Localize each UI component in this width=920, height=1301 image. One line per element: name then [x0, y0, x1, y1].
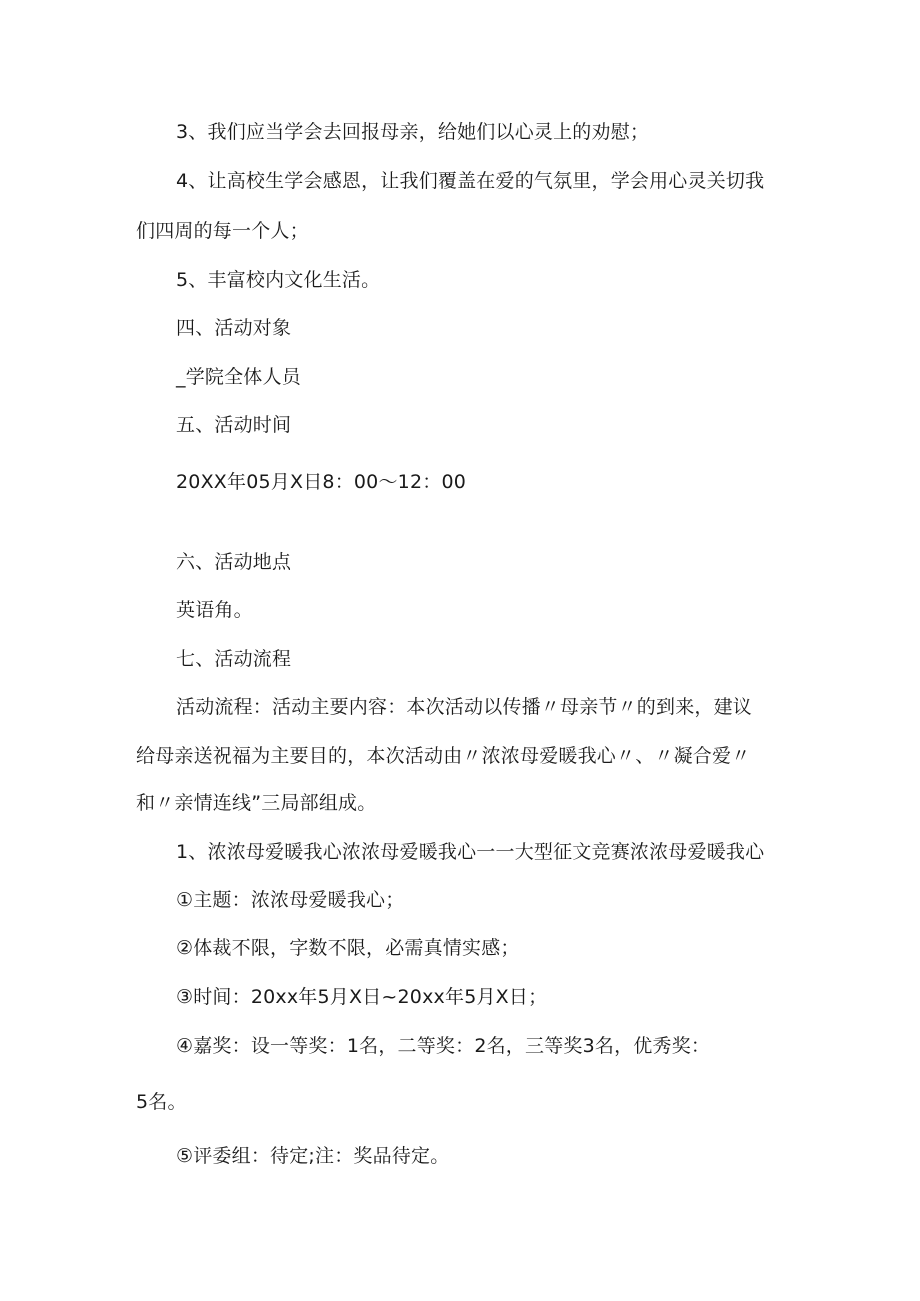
paragraph-line: 20XX年05月X日8：00～12：00 [176, 471, 467, 493]
paragraph-line: 4、让高校生学会感恩，让我们覆盖在爱的气氛里，学会用心灵关切我 [176, 170, 765, 192]
paragraph-line: 英语角。 [176, 599, 253, 621]
paragraph-line: ①主题：浓浓母爱暖我心； [176, 889, 405, 911]
section-heading: 七、活动流程 [176, 648, 292, 670]
section-heading: 五、活动时间 [176, 414, 292, 436]
paragraph-line: ④嘉奖：设一等奖：1名，二等奖：2名，三等奖3名，优秀奖： [176, 1035, 711, 1057]
paragraph-line: ⑤评委组：待定;注：奖品待定。 [176, 1145, 450, 1167]
section-heading: 四、活动对象 [176, 317, 292, 339]
paragraph-line: 1、浓浓母爱暖我心浓浓母爱暖我心一一大型征文竞赛浓浓母爱暖我心 [176, 841, 765, 863]
paragraph-line: ③时间：20xx年5月X日~20xx年5月X日； [176, 986, 548, 1008]
paragraph-line: 活动流程：活动主要内容：本次活动以传播〃母亲节〃的到来，建议 [176, 696, 753, 718]
section-heading: 六、活动地点 [176, 551, 292, 573]
paragraph-line: _学院全体人员 [176, 366, 301, 388]
paragraph-line: 和〃亲情连线”三局部组成。 [136, 792, 377, 814]
paragraph-line: 5、丰富校内文化生活。 [176, 269, 381, 291]
paragraph-line: 们四周的每一个人； [136, 220, 309, 242]
paragraph-line: 3、我们应当学会去回报母亲，给她们以心灵上的劝慰； [176, 121, 650, 143]
paragraph-line: ②体裁不限，字数不限，必需真情实感； [176, 937, 520, 959]
paragraph-line: 给母亲送祝福为主要目的，本次活动由〃浓浓母爱暖我心〃、〃凝合爱〃 [136, 745, 751, 767]
paragraph-line: 5名。 [136, 1091, 187, 1113]
